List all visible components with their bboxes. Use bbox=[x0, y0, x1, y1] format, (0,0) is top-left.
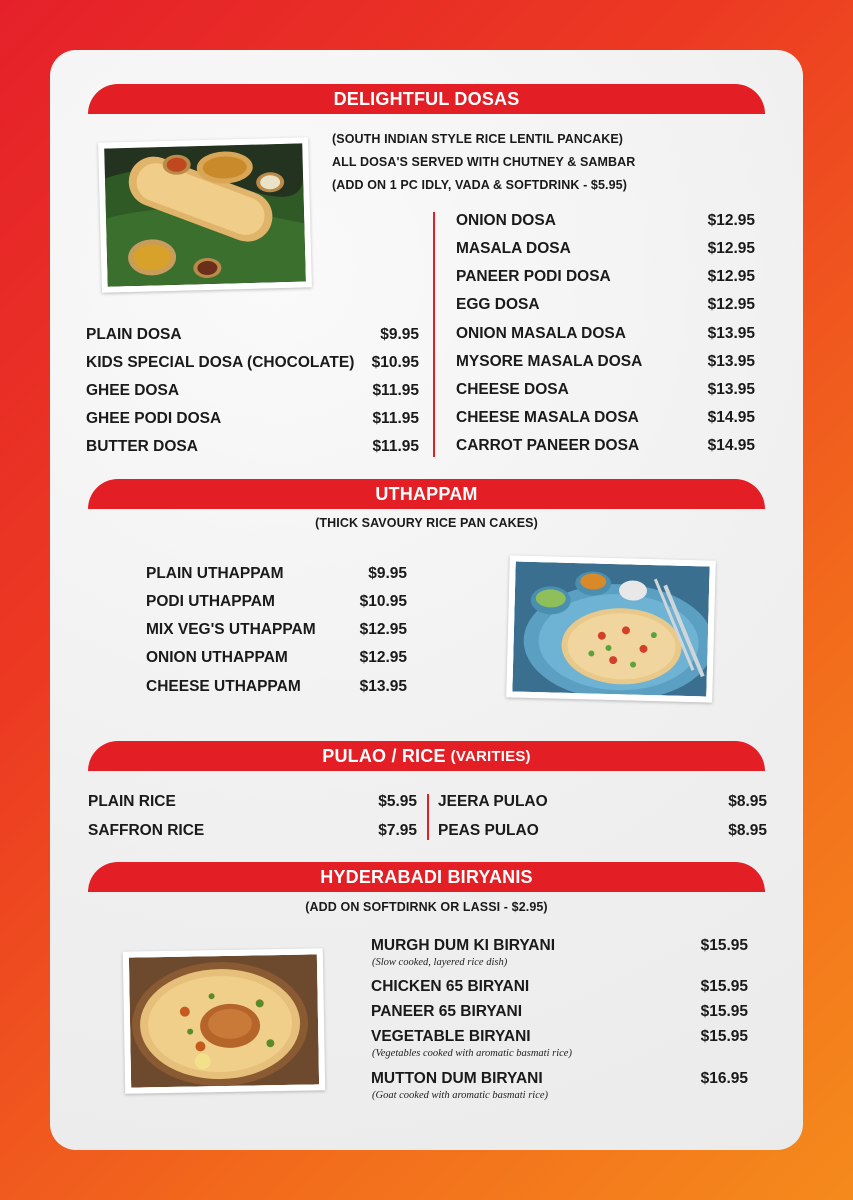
menu-item-name: CHEESE DOSA bbox=[456, 381, 569, 398]
menu-item-name: GHEE DOSA bbox=[86, 382, 180, 399]
uthappam-title: UTHAPPAM bbox=[375, 483, 478, 504]
menu-item-name: GHEE PODI DOSA bbox=[86, 410, 222, 427]
menu-item-name: PANEER 65 BIRYANI bbox=[371, 1003, 523, 1020]
menu-item-price: $13.95 bbox=[359, 678, 407, 695]
dosas-note-1: (SOUTH INDIAN STYLE RICE LENTIL PANCAKE) bbox=[332, 132, 624, 146]
menu-item-price: $12.95 bbox=[707, 296, 755, 313]
menu-item-name: MIX VEG'S UTHAPPAM bbox=[146, 621, 316, 638]
menu-item-name: MURGH DUM KI BIRYANI bbox=[371, 937, 555, 954]
menu-item-price: $12.95 bbox=[707, 268, 755, 285]
rice-title: PULAO / RICE bbox=[322, 745, 446, 766]
menu-item-price: $12.95 bbox=[707, 240, 755, 257]
dosas-banner bbox=[88, 84, 765, 114]
menu-item-price: $10.95 bbox=[371, 354, 419, 371]
biryani-note: (ADD ON SOFTDIRNK OR LASSI - $2.95) bbox=[305, 900, 548, 914]
biryani-title: HYDERABADI BIRYANIS bbox=[320, 866, 533, 887]
uthappam-note: (THICK SAVOURY RICE PAN CAKES) bbox=[315, 516, 538, 530]
menu-item-description: (Slow cooked, layered rice dish) bbox=[372, 957, 508, 968]
menu-item-price: $15.95 bbox=[700, 1003, 748, 1020]
dosas-note-2: ALL DOSA'S SERVED WITH CHUTNEY & SAMBAR bbox=[332, 155, 636, 169]
rice-divider bbox=[427, 794, 429, 840]
menu-item-name: JEERA PULAO bbox=[438, 793, 548, 810]
menu-item-name: PLAIN RICE bbox=[88, 793, 176, 810]
menu-item-price: $8.95 bbox=[728, 822, 767, 839]
menu-item-name: ONION DOSA bbox=[456, 212, 556, 229]
menu-item-price: $5.95 bbox=[378, 793, 417, 810]
menu-item-name: MASALA DOSA bbox=[456, 240, 571, 257]
menu-item-name: ONION UTHAPPAM bbox=[146, 649, 288, 666]
dosas-title: DELIGHTFUL DOSAS bbox=[333, 88, 520, 109]
menu-item-price: $16.95 bbox=[700, 1070, 748, 1087]
uthappam-photo bbox=[506, 555, 716, 702]
rice-title-suffix: (VARITIES) bbox=[450, 747, 531, 765]
dosa-photo bbox=[98, 137, 312, 292]
menu-item-price: $13.95 bbox=[707, 381, 755, 398]
menu-item-name: VEGETABLE BIRYANI bbox=[371, 1028, 531, 1045]
menu-item-name: MUTTON DUM BIRYANI bbox=[371, 1070, 543, 1087]
menu-item-name: EGG DOSA bbox=[456, 296, 540, 313]
menu-item-price: $13.95 bbox=[707, 353, 755, 370]
uthappam-banner bbox=[88, 479, 765, 509]
menu-item-name: PLAIN UTHAPPAM bbox=[146, 565, 284, 582]
rice-banner bbox=[88, 741, 765, 771]
menu-item-description: (Goat cooked with aromatic basmati rice) bbox=[372, 1090, 549, 1101]
menu-item-name: PEAS PULAO bbox=[438, 822, 539, 839]
menu-item-name: PODI UTHAPPAM bbox=[146, 593, 275, 610]
menu-item-price: $11.95 bbox=[372, 382, 419, 399]
menu-item-price: $9.95 bbox=[368, 565, 407, 582]
menu-item-name: CARROT PANEER DOSA bbox=[456, 437, 640, 454]
menu-item-price: $14.95 bbox=[707, 437, 755, 454]
menu-item-name: PANEER PODI DOSA bbox=[456, 268, 611, 285]
biryani-banner bbox=[88, 862, 765, 892]
menu-item-price: $9.95 bbox=[380, 326, 419, 343]
menu-item-price: $15.95 bbox=[700, 978, 748, 995]
menu-item-price: $7.95 bbox=[378, 822, 417, 839]
menu-item-name: BUTTER DOSA bbox=[86, 438, 198, 455]
menu-item-name: CHEESE MASALA DOSA bbox=[456, 409, 639, 426]
menu-item-price: $13.95 bbox=[707, 325, 755, 342]
menu-item-name: PLAIN DOSA bbox=[86, 326, 182, 343]
dosas-note-3: (ADD ON 1 PC IDLY, VADA & SOFTDRINK - $5.95) bbox=[332, 178, 627, 192]
menu-item-price: $14.95 bbox=[707, 409, 755, 426]
menu-item-name: CHICKEN 65 BIRYANI bbox=[371, 978, 530, 995]
menu-item-price: $12.95 bbox=[707, 212, 755, 229]
menu-item-price: $12.95 bbox=[359, 649, 407, 666]
menu-item-price: $8.95 bbox=[728, 793, 767, 810]
menu-item-price: $12.95 bbox=[359, 621, 407, 638]
menu-item-name: SAFFRON RICE bbox=[88, 822, 205, 839]
menu-item-price: $11.95 bbox=[372, 438, 419, 455]
menu-item-description: (Vegetables cooked with aromatic basmati rice) bbox=[372, 1048, 572, 1059]
menu-item-price: $10.95 bbox=[359, 593, 407, 610]
menu-item-name: MYSORE MASALA DOSA bbox=[456, 353, 643, 370]
menu-item-name: KIDS SPECIAL DOSA (CHOCOLATE) bbox=[86, 354, 355, 371]
menu-item-name: ONION MASALA DOSA bbox=[456, 325, 626, 342]
biryani-photo bbox=[123, 948, 325, 1093]
menu-item-name: CHEESE UTHAPPAM bbox=[146, 678, 301, 695]
menu-item-price: $15.95 bbox=[700, 937, 748, 954]
menu-item-price: $15.95 bbox=[700, 1028, 748, 1045]
dosas-divider bbox=[433, 212, 435, 457]
menu-item-price: $11.95 bbox=[372, 410, 419, 427]
